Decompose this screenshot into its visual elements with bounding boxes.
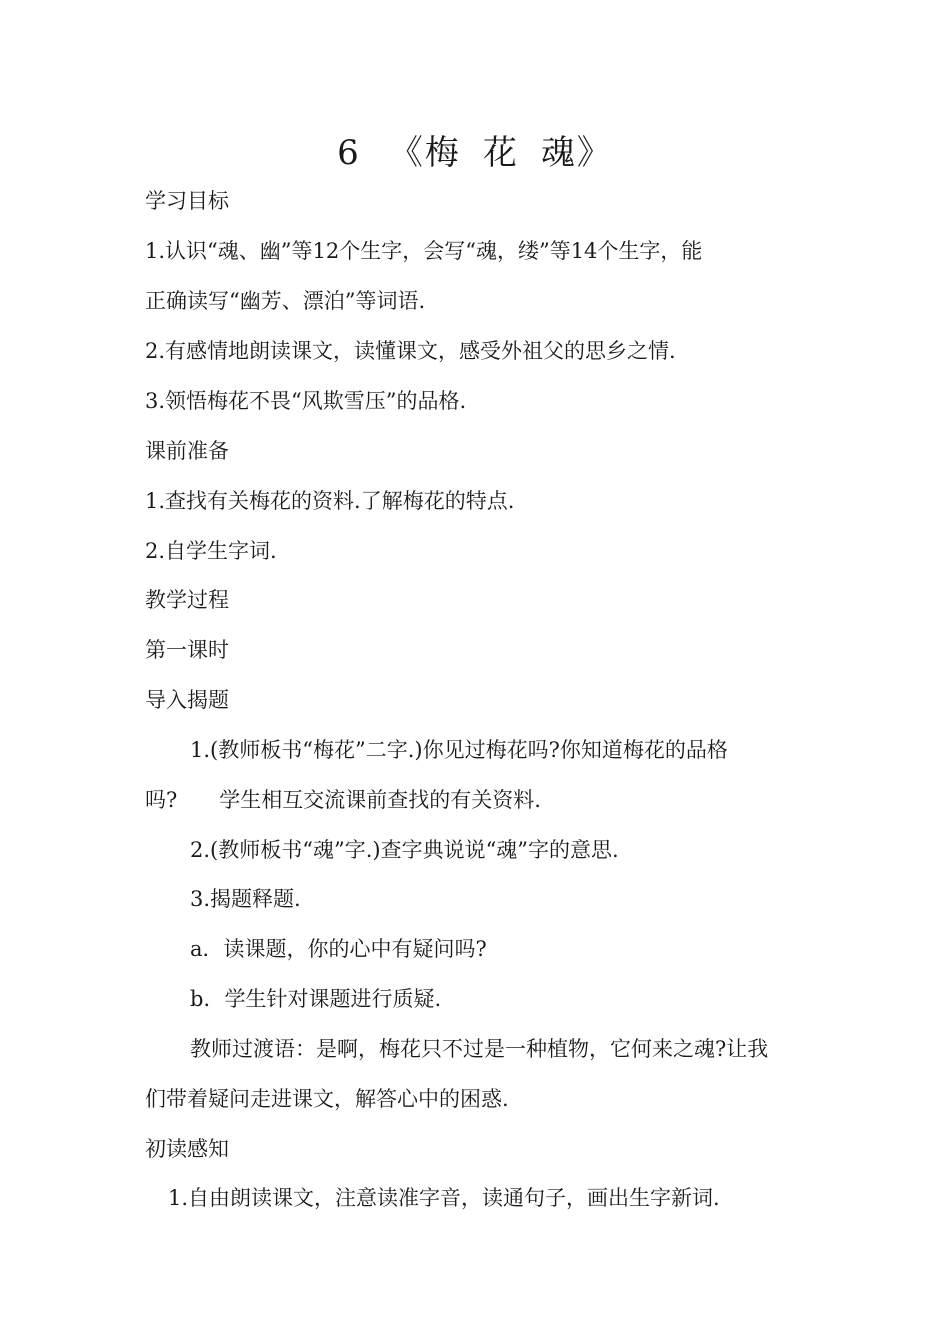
title-number: 6 [337, 133, 361, 173]
heading-learning-goals: 学习目标 [145, 189, 229, 213]
reading-1: 1.自由朗读课文，注意读准字音，读通句子，画出生字新词. [168, 1186, 720, 1210]
intro-1-question: 吗? [145, 788, 178, 812]
intro-1-student-activity: 学生相互交流课前查找的有关资料. [219, 788, 541, 812]
intro-1-line-1: 1.(教师板书“梅花”二字.)你见过梅花吗?你知道梅花的品格 [190, 738, 728, 762]
prep-1: 1.查找有关梅花的资料.了解梅花的特点. [145, 489, 515, 513]
intro-1-line-2 [145, 785, 541, 815]
goal-1-line-2: 正确读写“幽芳、漂泊”等词语. [145, 289, 426, 313]
goal-2: 2.有感情地朗读课文，读懂课文，感受外祖父的思乡之情. [145, 339, 676, 363]
title-part-3: 魂》 [540, 133, 613, 173]
heading-teaching-process: 教学过程 [145, 588, 229, 612]
intro-3b: b．学生针对课题进行质疑. [190, 987, 442, 1011]
heading-first-reading: 初读感知 [145, 1137, 229, 1161]
goal-1-line-1: 1.认识“魂、幽”等12个生字，会写“魂，缕”等14个生字，能 [145, 239, 703, 263]
transition-line-1: 教师过渡语：是啊，梅花只不过是一种植物，它何来之魂?让我 [190, 1037, 769, 1061]
intro-3: 3.揭题释题. [190, 887, 301, 911]
title-part-2: 花 [482, 133, 519, 173]
heading-preparation: 课前准备 [145, 439, 229, 463]
intro-2: 2.(教师板书“魂”字.)查字典说说“魂”字的意思. [190, 838, 619, 862]
intro-3a: a．读课题，你的心中有疑问吗? [190, 937, 487, 961]
title-part-1: 《梅 [388, 133, 461, 173]
heading-introduction: 导入揭题 [145, 688, 229, 712]
heading-first-lesson: 第一课时 [145, 638, 229, 662]
prep-2: 2.自学生字词. [145, 539, 277, 563]
goal-3: 3.领悟梅花不畏“风欺雪压”的品格. [145, 389, 467, 413]
page-title [0, 128, 950, 178]
transition-line-2: 们带着疑问走进课文，解答心中的困惑. [145, 1087, 509, 1111]
